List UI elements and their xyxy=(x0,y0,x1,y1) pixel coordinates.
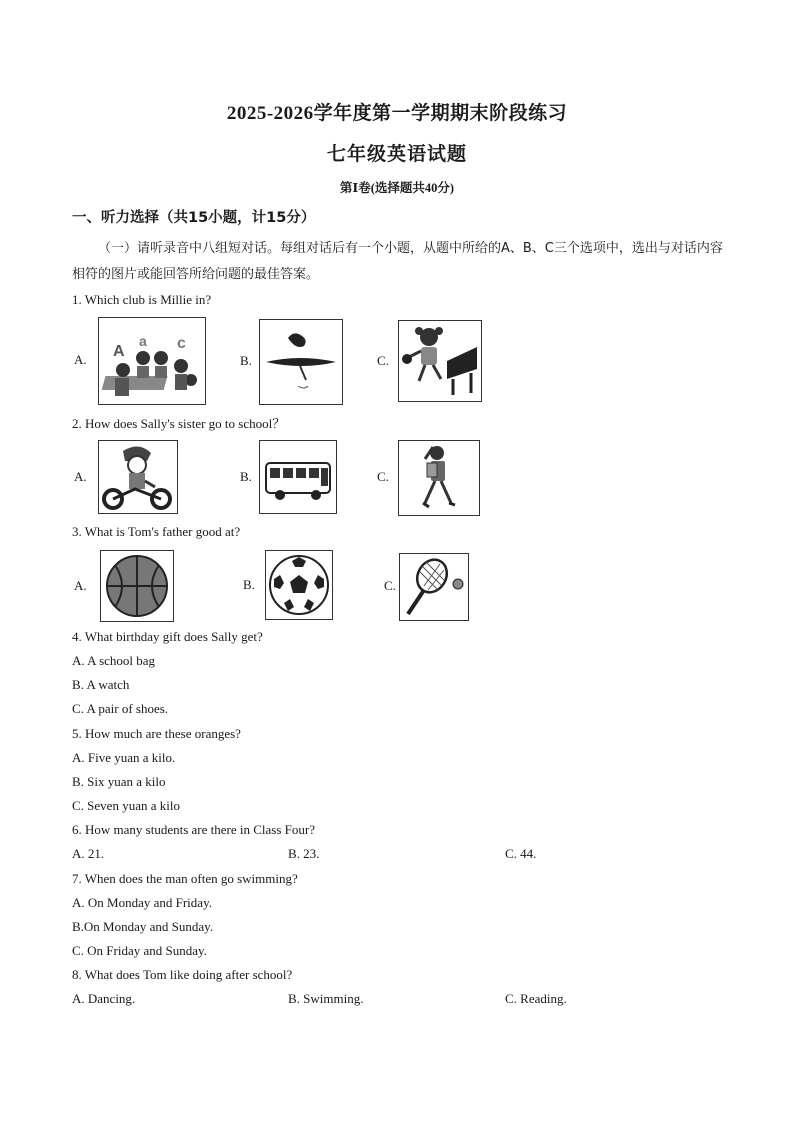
tennis-racket-icon xyxy=(399,553,469,621)
basketball-icon xyxy=(100,550,174,622)
q5-option-b: B. Six yuan a kilo xyxy=(72,774,166,789)
question-7: 7. When does the man often go swimming? xyxy=(72,871,298,886)
table-tennis-player-icon xyxy=(398,320,482,402)
q4-option-a: A. A school bag xyxy=(72,653,156,668)
q5-option-a: A. Five yuan a kilo. xyxy=(72,750,176,765)
question-8: 8. What does Tom like doing after school? xyxy=(72,967,293,982)
question-4: 4. What birthday gift does Sally get? xyxy=(72,629,263,644)
q4-option-b: B. A watch xyxy=(72,677,130,692)
q3-option-b-label: B. xyxy=(243,577,255,592)
question-1: 1. Which club is Millie in? xyxy=(72,292,212,307)
q6-option-c: C. 44. xyxy=(505,846,537,861)
q8-option-a: A. Dancing. xyxy=(72,991,136,1006)
q4-option-c: C. A pair of shoes. xyxy=(72,701,169,716)
q3-option-a-label: A. xyxy=(74,578,87,593)
q7-option-b: B.On Monday and Sunday. xyxy=(72,919,214,934)
walking-girl-icon xyxy=(398,440,480,516)
bike-rider-icon xyxy=(98,440,178,514)
q8-option-c: C. Reading. xyxy=(505,991,567,1006)
swimmer-icon xyxy=(259,319,343,405)
q5-option-c: C. Seven yuan a kilo xyxy=(72,798,180,813)
paper-part-label: 第Ⅰ卷(选择题共40分) xyxy=(339,181,455,195)
q3-option-c-label: C. xyxy=(384,578,396,593)
q7-option-a: A. On Monday and Friday. xyxy=(72,895,212,910)
q2-option-b-label: B. xyxy=(240,469,252,484)
q6-option-a: A. 21. xyxy=(72,846,105,861)
question-3: 3. What is Tom's father good at? xyxy=(72,524,241,539)
exam-subtitle: 七年级英语试题 xyxy=(326,144,467,165)
q6-option-b: B. 23. xyxy=(288,846,320,861)
q2-option-c-label: C. xyxy=(377,469,389,484)
children-reading-icon xyxy=(98,317,206,405)
q1-option-a-label: A. xyxy=(74,352,87,367)
question-2: 2. How does Sally's sister go to school？ xyxy=(72,416,286,431)
soccer-ball-icon xyxy=(265,550,333,620)
question-5: 5. How much are these oranges? xyxy=(72,726,241,741)
q8-option-b: B. Swimming. xyxy=(288,991,364,1006)
bus-icon xyxy=(259,440,337,514)
q7-option-c: C. On Friday and Sunday. xyxy=(72,943,207,958)
svg-text:a: a xyxy=(139,333,147,349)
svg-text:c: c xyxy=(177,335,186,352)
q2-option-a-label: A. xyxy=(74,469,87,484)
page-title: 2025-2026学年度第一学期期末阶段练习 xyxy=(226,103,568,124)
q1-option-c-label: C. xyxy=(377,353,389,368)
section-heading: 一、听力选择（共15小题，计15分） xyxy=(72,210,316,226)
q1-option-b-label: B. xyxy=(240,353,252,368)
section-instructions: （一）请听录音中八组短对话。每组对话后有一个小题，从题中所给的A、B、C三个选项中，选出与对话内容相符的图片或能回答所给问题的最佳答案。 xyxy=(72,241,723,282)
question-6: 6. How many students are there in Class Four? xyxy=(72,822,315,837)
svg-text:A: A xyxy=(113,343,125,360)
